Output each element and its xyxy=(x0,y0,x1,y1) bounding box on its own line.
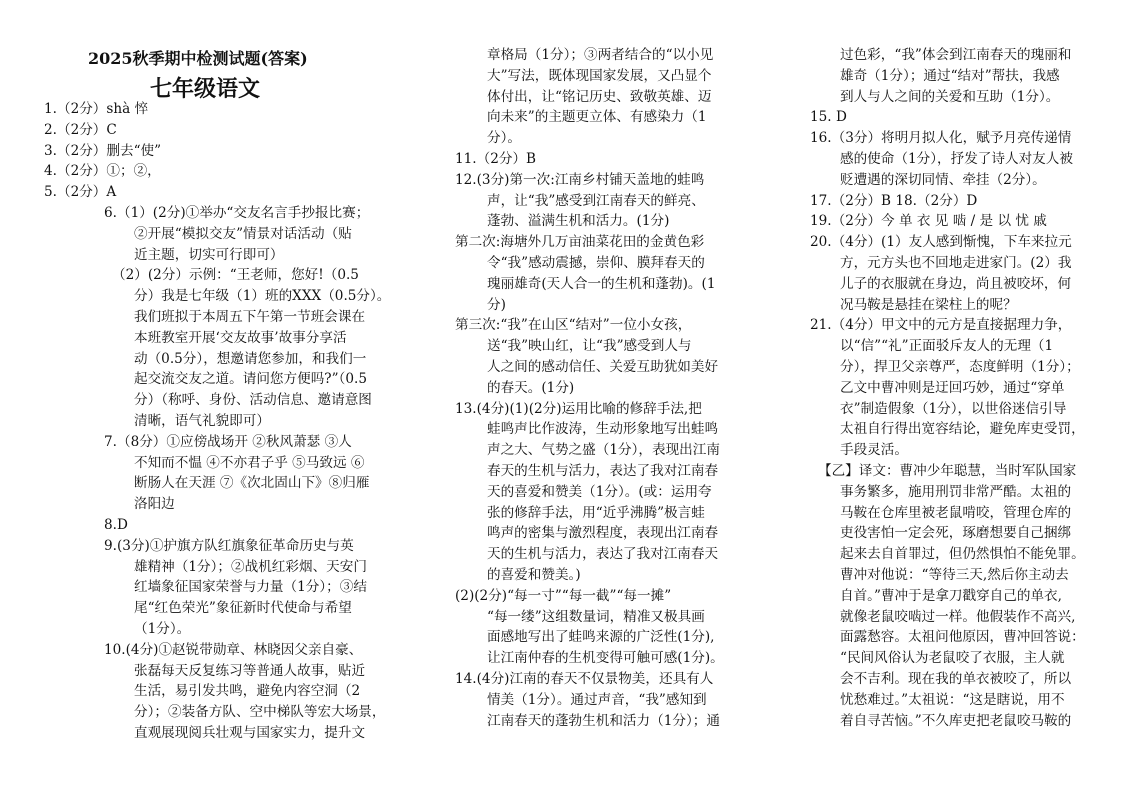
answer-line: 分），捍卫父亲尊严，态度鲜明（1分）； xyxy=(840,359,1080,375)
answer-line: 17.（2分）B 18.（2分）D xyxy=(810,192,978,209)
answer-line: 让江南仲春的生机变得可触可感(1分)。 xyxy=(487,650,724,667)
answer-line: 分）（称呼、身份、活动信息、邀请意图 xyxy=(134,392,372,409)
answer-line: 我们班拟于本周五下午第一节班会课在 xyxy=(134,309,366,325)
answer-line: 20.（4分）(1）友人感到惭愧，下车来拉元 xyxy=(810,234,1072,251)
answer-line: 7.（8分）①应傍战场开 ②秋风萧瑟 ③人 xyxy=(104,433,352,450)
answer-line: “每一缕”这组数量词，精准又极具画 xyxy=(487,608,705,625)
answer-line: 分）；②装备方队、空中梯队等宏大场景， xyxy=(134,704,386,721)
answer-line: 分）。 xyxy=(487,130,521,147)
answer-line: 的喜爱和赞美。) xyxy=(487,567,581,583)
answer-line: 雄精神（1分）；②战机红彩烟、天安门 xyxy=(134,558,367,575)
answer-line: 天的喜爱和赞美（1分）。(或：运用夸 xyxy=(487,483,712,500)
answer-line: 儿子的衣服就在身边，尚且被咬坏，何 xyxy=(840,275,1072,292)
answer-line: “民间风俗认为老鼠咬了衣服，主人就 xyxy=(840,650,1065,667)
answer-line: 断肠人在天涯 ⑦《次北固山下》⑧归雁 xyxy=(134,475,370,492)
answer-line: 况马鞍是悬挂在梁柱上的呢？ xyxy=(840,296,1017,313)
answer-line: 春天的生机与活力，表达了我对江南春 xyxy=(487,463,719,479)
answer-line: 1.（2分）shà 悴 xyxy=(44,101,149,117)
answer-line: 不知而不愠 ④不亦君子乎 ⑤马致远 ⑥ xyxy=(134,454,365,471)
answer-line: 衣”制造假象（1分），以世俗迷信引导 xyxy=(840,400,1067,417)
answer-line: 事务繁多，施用刑罚非常严酷。太祖的 xyxy=(840,483,1072,500)
answer-line: 蓬勃、溢满生机和活力。(1分) xyxy=(487,213,670,230)
answer-line: 2.（2分）C xyxy=(44,121,117,138)
answer-line: 马鞍在仓库里被老鼠啃咬，管理仓库的 xyxy=(840,504,1072,521)
answer-line: 【乙】译文：曹冲少年聪慧，当时军队国家 xyxy=(818,463,1077,479)
answer-line: 声之大、气势之盛（1分），表现出江南 xyxy=(487,442,720,459)
answer-line: 鸣声的密集与激烈程度，表现出江南春 xyxy=(487,525,719,542)
answer-line: 清晰，语气礼貌即可） xyxy=(134,413,270,429)
answer-line: 方，元方头也不回地走进家门。(2）我 xyxy=(840,255,1072,271)
answer-line: 12.(3分)第一次:江南乡村铺天盖地的蛙鸣 xyxy=(455,171,705,188)
answer-line: 本班教室开展‘交友故事’故事分享活 xyxy=(134,329,347,346)
answer-line: 太祖自行得出宽容结论，避免库吏受罚， xyxy=(840,421,1085,438)
answer-line: 章格局（1分）；③两者结合的“以小见 xyxy=(487,47,714,63)
answer-line: 15. D xyxy=(810,109,847,126)
answer-line: 尾“红色荣光”象征新时代使命与希望 xyxy=(134,600,352,617)
answer-line: 到人与人之间的关爱和互助（1分）。 xyxy=(840,88,1060,105)
answer-line: 就像老鼠咬啮过一样。他假装作不高兴, xyxy=(840,608,1076,625)
answer-line: 16.（3分）将明月拟人化，赋予月亮传递情 xyxy=(810,130,1072,147)
answer-line: 分) xyxy=(487,296,506,313)
answer-line: 过色彩，“我”体会到江南春天的瑰丽和 xyxy=(840,47,1072,63)
answer-line: 手段灵活。 xyxy=(840,442,908,459)
answer-line: 直观展现阅兵壮观与国家实力，提升文 xyxy=(134,725,366,741)
answer-line: 体付出，让“铭记历史、致敬英雄、迈 xyxy=(487,88,712,105)
answer-line: 3.（2分）删去“使” xyxy=(44,142,162,159)
answer-line: 21.（4分）甲文中的元方是直接据理力争， xyxy=(810,317,1072,334)
answer-line: 人之间的感动信任、关爱互助犹如美好 xyxy=(487,359,719,375)
answer-line: 近主题，切实可行即可） xyxy=(134,246,284,263)
answer-line: 起来去自首罪过，但仍然惧怕不能免罪。 xyxy=(840,546,1085,563)
answer-line: 第二次:海塘外几万亩油菜花田的金黄色彩 xyxy=(455,234,705,251)
answer-line: 吏役害怕一定会死，琢磨想要自己捆绑 xyxy=(840,525,1072,542)
answer-line: 曹冲对他说：“等待三天,然后你主动去 xyxy=(840,567,1069,583)
document-title: 2025秋季期中检测试题(答案) xyxy=(88,49,308,68)
answer-line: 4.（2分）①；②， xyxy=(44,163,161,180)
answer-line: 张的修辞手法，用“近乎沸腾”极言蛙 xyxy=(487,504,705,521)
answer-line: 蛙鸣声比作波涛，生动形象地写出蛙鸣 xyxy=(487,421,719,438)
answer-line: 忧愁难过。”太祖说：“这是瞎说，用不 xyxy=(840,691,1065,708)
answer-line: 6.（1）(2分)①举办“交友名言手抄报比赛； xyxy=(104,205,370,221)
answer-line: 9.(3分)①护旗方队红旗象征革命历史与英 xyxy=(104,537,354,554)
answer-line: 张磊每天反复练习等普通人故事，贴近 xyxy=(134,662,366,679)
answer-line: （1分）。 xyxy=(134,621,191,637)
answer-line: 8.D xyxy=(104,517,128,533)
answer-line: 自首。”曹冲于是拿刀戳穿自己的单衣, xyxy=(840,587,1062,604)
answer-line: 令“我”感动震撼，崇仰、膜拜春天的 xyxy=(487,255,705,271)
answer-line: 生活，易引发共鸣，避免内容空洞（2 xyxy=(134,683,361,700)
document-subtitle: 七年级语文 xyxy=(150,76,261,102)
answer-line: 的春天。(1分) xyxy=(487,379,575,396)
answer-line: 洛阳边 xyxy=(134,496,175,513)
answer-line: 江南春天的蓬勃生机和活力（1分）；通 xyxy=(487,712,720,729)
answer-line: 贬遭遇的深切同情、牵挂（2分）。 xyxy=(840,171,1046,188)
answer-line: ②开展“模拟交友”情景对话活动（贴 xyxy=(134,225,352,242)
answer-line: 红墙象征国家荣誉与力量（1分）；③结 xyxy=(134,579,367,596)
answer-line: 感的使命（1分），抒发了诗人对友人被 xyxy=(840,151,1073,167)
answer-line: 动（0.5分），想邀请您参加，和我们一 xyxy=(134,350,367,367)
answer-line: 大”写法，既体现国家发展，又凸显个 xyxy=(487,67,712,84)
answer-line: 5.（2分）A xyxy=(44,184,117,201)
answer-line: 第三次:“我”在山区“结对”一位小女孩， xyxy=(455,317,692,334)
answer-line: 10.(4分)①赵锐带勋章、林晓因父亲自豪、 xyxy=(104,641,363,658)
answer-line: 向未来”的主题更立体、有感染力（1 xyxy=(487,109,707,126)
answer-line: 乙文中曹冲则是迂回巧妙，通过“穿单 xyxy=(840,379,1065,396)
answer-line: 送“我”映山红，让“我”感受到人与 xyxy=(487,338,692,355)
answer-line: 情美（1分）。通过声音，“我”感知到 xyxy=(487,691,707,708)
answer-line: 14.(4分)江南的春天不仅景物美，还具有人 xyxy=(455,671,714,687)
answer-line: 面感地写出了蛙鸣来源的广泛性(1分), xyxy=(487,629,715,646)
answer-line: 着自寻苦恼。”不久库吏把老鼠咬马鞍的 xyxy=(840,712,1072,729)
answer-line: 以“信”“礼”正面驳斥友人的无理（1 xyxy=(840,338,1054,355)
answer-line: 起交流交友之道。请问您方便吗?”（0.5 xyxy=(134,371,367,388)
answer-line: (2)(2分)“每一寸”“每一截”“每一摊” xyxy=(455,587,672,604)
answer-line: 瑰丽雄奇(天人合一的生机和蓬勃)。(1 xyxy=(487,275,716,292)
answer-line: 面露愁容。太祖问他原因，曹冲回答说： xyxy=(840,629,1085,646)
answer-line: 13.(4分)(1)(2分)运用比喻的修辞手法,把 xyxy=(455,400,702,417)
answer-line: 分）我是七年级（1）班的XXX（0.5分）。 xyxy=(134,288,391,305)
answer-line: 19.（2分）今 单 衣 见 啮 / 是 以 忧 戚 xyxy=(810,213,1047,230)
answer-line: 会不吉利。现在我的单衣被咬了，所以 xyxy=(840,671,1072,687)
answer-line: （2）(2分）示例：“王老师，您好!（0.5 xyxy=(112,267,359,284)
answer-line: 声，让“我”感受到江南春天的鲜亮、 xyxy=(487,192,705,209)
answer-line: 雄奇（1分）；通过“结对”帮扶，我感 xyxy=(840,67,1060,84)
answer-line: 11.（2分）B xyxy=(455,151,537,167)
answer-line: 天的生机与活力，表达了我对江南春天 xyxy=(487,546,719,563)
